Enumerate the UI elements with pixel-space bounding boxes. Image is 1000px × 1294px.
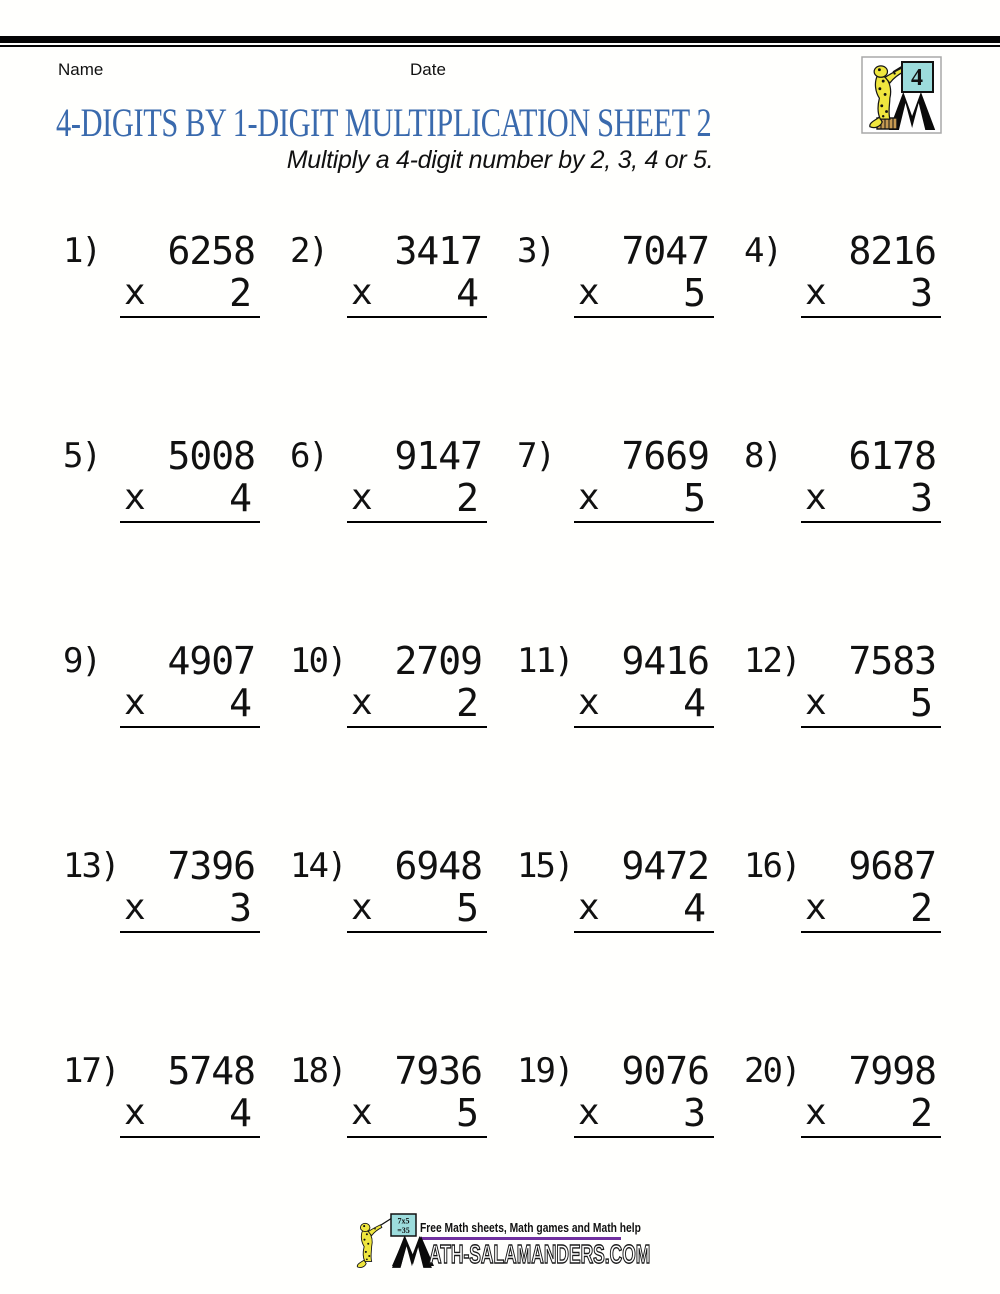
multiplier: 3 bbox=[910, 271, 932, 315]
multiplicand: 7396 bbox=[167, 844, 255, 888]
multiplicand: 2709 bbox=[394, 639, 482, 683]
page-subtitle: Multiply a 4-digit number by 2, 3, 4 or 5. bbox=[286, 146, 714, 174]
problem-number: 17) bbox=[63, 1051, 119, 1091]
multiply-operator: x bbox=[578, 272, 600, 313]
multiplier: 3 bbox=[683, 1091, 705, 1135]
multiplicand: 9416 bbox=[621, 639, 709, 683]
problem-workspace bbox=[801, 1047, 941, 1138]
problem-number: 4) bbox=[744, 231, 781, 271]
multiply-operator: x bbox=[124, 887, 146, 928]
multiplicand: 7936 bbox=[394, 1049, 482, 1093]
problem-number: 10) bbox=[290, 641, 346, 681]
multiplication-problem bbox=[744, 227, 941, 318]
multiplier: 5 bbox=[683, 271, 705, 315]
multiply-operator: x bbox=[351, 272, 373, 313]
multiplication-problem bbox=[517, 842, 714, 933]
multiplier: 5 bbox=[456, 886, 478, 930]
problem-number: 7) bbox=[517, 436, 554, 476]
multiplicand: 9147 bbox=[394, 434, 482, 478]
multiplication-problem bbox=[517, 637, 714, 728]
problem-workspace bbox=[574, 842, 714, 933]
multiplier: 5 bbox=[456, 1091, 478, 1135]
multiplication-problem bbox=[744, 1047, 941, 1138]
problem-workspace bbox=[801, 227, 941, 318]
multiplicand: 5748 bbox=[167, 1049, 255, 1093]
multiply-operator: x bbox=[805, 477, 827, 518]
mini-board-line1: 7x5 bbox=[397, 1216, 410, 1226]
problem-workspace bbox=[347, 637, 487, 728]
multiplier: 4 bbox=[456, 271, 478, 315]
multiplicand: 6178 bbox=[848, 434, 936, 478]
multiplier: 4 bbox=[229, 681, 251, 725]
page-title: 4-DIGITS BY 1-DIGIT MULTIPLICATION SHEET 2 bbox=[56, 100, 712, 145]
multiplication-problem bbox=[744, 842, 941, 933]
multiply-operator: x bbox=[578, 477, 600, 518]
multiply-operator: x bbox=[805, 1092, 827, 1133]
problem-workspace bbox=[347, 227, 487, 318]
multiplier: 5 bbox=[910, 681, 932, 725]
multiply-operator: x bbox=[124, 272, 146, 313]
multiplication-problem bbox=[63, 637, 260, 728]
multiplicand: 9472 bbox=[621, 844, 709, 888]
multiply-operator: x bbox=[351, 477, 373, 518]
multiply-operator: x bbox=[351, 1092, 373, 1133]
problem-number: 6) bbox=[290, 436, 327, 476]
multiplication-problem bbox=[290, 227, 487, 318]
multiplication-problem bbox=[744, 432, 941, 523]
problem-workspace bbox=[120, 842, 260, 933]
multiplier: 4 bbox=[683, 681, 705, 725]
problem-number: 9) bbox=[63, 641, 100, 681]
multiplier: 2 bbox=[456, 681, 478, 725]
date-label: Date bbox=[410, 60, 446, 79]
multiplier: 2 bbox=[910, 886, 932, 930]
problem-workspace bbox=[801, 637, 941, 728]
problem-number: 18) bbox=[290, 1051, 346, 1091]
multiply-operator: x bbox=[124, 477, 146, 518]
problem-number: 19) bbox=[517, 1051, 573, 1091]
problem-workspace bbox=[801, 842, 941, 933]
multiply-operator: x bbox=[578, 682, 600, 723]
logo-badge-number: 4 bbox=[911, 65, 923, 91]
problem-workspace bbox=[347, 1047, 487, 1138]
multiplication-problem bbox=[517, 227, 714, 318]
multiplier: 2 bbox=[456, 476, 478, 520]
multiply-operator: x bbox=[351, 682, 373, 723]
problem-workspace bbox=[120, 432, 260, 523]
multiply-operator: x bbox=[578, 887, 600, 928]
multiplicand: 9687 bbox=[848, 844, 936, 888]
problem-number: 3) bbox=[517, 231, 554, 271]
multiply-operator: x bbox=[805, 682, 827, 723]
problem-number: 16) bbox=[744, 846, 800, 886]
top-rule-thick bbox=[0, 36, 1000, 43]
top-rule-thin bbox=[0, 45, 1000, 47]
multiplication-problem bbox=[63, 432, 260, 523]
problem-workspace bbox=[574, 1047, 714, 1138]
problem-number: 1) bbox=[63, 231, 100, 271]
problem-workspace bbox=[120, 637, 260, 728]
problem-workspace bbox=[801, 432, 941, 523]
footer-wordmark: ATH-SALAMANDERS.COM bbox=[429, 1239, 651, 1269]
multiplication-problem bbox=[63, 1047, 260, 1138]
multiplier: 3 bbox=[910, 476, 932, 520]
multiply-operator: x bbox=[124, 682, 146, 723]
problem-number: 5) bbox=[63, 436, 100, 476]
multiplier: 2 bbox=[910, 1091, 932, 1135]
problem-workspace bbox=[574, 227, 714, 318]
problem-number: 13) bbox=[63, 846, 119, 886]
multiplication-problem bbox=[290, 637, 487, 728]
problem-workspace bbox=[347, 432, 487, 523]
multiplier: 4 bbox=[683, 886, 705, 930]
multiplicand: 6258 bbox=[167, 229, 255, 273]
multiply-operator: x bbox=[805, 887, 827, 928]
problem-workspace bbox=[120, 1047, 260, 1138]
multiply-operator: x bbox=[351, 887, 373, 928]
salamander-icon bbox=[357, 1223, 382, 1267]
header-salamander-logo-icon bbox=[861, 56, 942, 134]
multiplication-problem bbox=[63, 227, 260, 318]
problem-number: 12) bbox=[744, 641, 800, 681]
multiply-operator: x bbox=[578, 1092, 600, 1133]
multiplier: 4 bbox=[229, 1091, 251, 1135]
multiplier: 5 bbox=[683, 476, 705, 520]
multiplicand: 7669 bbox=[621, 434, 709, 478]
name-label: Name bbox=[58, 60, 104, 79]
multiplication-problem bbox=[290, 1047, 487, 1138]
multiplication-problem bbox=[744, 637, 941, 728]
multiplication-problem bbox=[63, 842, 260, 933]
problem-number: 20) bbox=[744, 1051, 800, 1091]
multiplicand: 7047 bbox=[621, 229, 709, 273]
multiplicand: 7998 bbox=[848, 1049, 936, 1093]
problem-workspace bbox=[120, 227, 260, 318]
problem-number: 14) bbox=[290, 846, 346, 886]
problem-number: 11) bbox=[517, 641, 573, 681]
problem-number: 2) bbox=[290, 231, 327, 271]
problem-workspace bbox=[574, 432, 714, 523]
multiplier: 4 bbox=[229, 476, 251, 520]
multiplicand: 3417 bbox=[394, 229, 482, 273]
multiplicand: 4907 bbox=[167, 639, 255, 683]
multiplicand: 7583 bbox=[848, 639, 936, 683]
problems-grid bbox=[63, 227, 941, 1138]
multiplier: 3 bbox=[229, 886, 251, 930]
multiply-operator: x bbox=[124, 1092, 146, 1133]
multiplication-problem bbox=[290, 432, 487, 523]
footer-tagline: Free Math sheets, Math games and Math help bbox=[420, 1220, 641, 1235]
multiplicand: 9076 bbox=[621, 1049, 709, 1093]
multiply-operator: x bbox=[805, 272, 827, 313]
multiplication-problem bbox=[517, 1047, 714, 1138]
multiplication-problem bbox=[517, 432, 714, 523]
problem-number: 15) bbox=[517, 846, 573, 886]
problem-workspace bbox=[347, 842, 487, 933]
problem-workspace bbox=[574, 637, 714, 728]
wordmark-m-icon bbox=[392, 1236, 434, 1266]
multiplicand: 6948 bbox=[394, 844, 482, 888]
multiplier: 2 bbox=[229, 271, 251, 315]
problem-number: 8) bbox=[744, 436, 781, 476]
multiplicand: 8216 bbox=[848, 229, 936, 273]
multiplicand: 5008 bbox=[167, 434, 255, 478]
multiplication-problem bbox=[290, 842, 487, 933]
mini-board-line2: =35 bbox=[397, 1226, 410, 1235]
